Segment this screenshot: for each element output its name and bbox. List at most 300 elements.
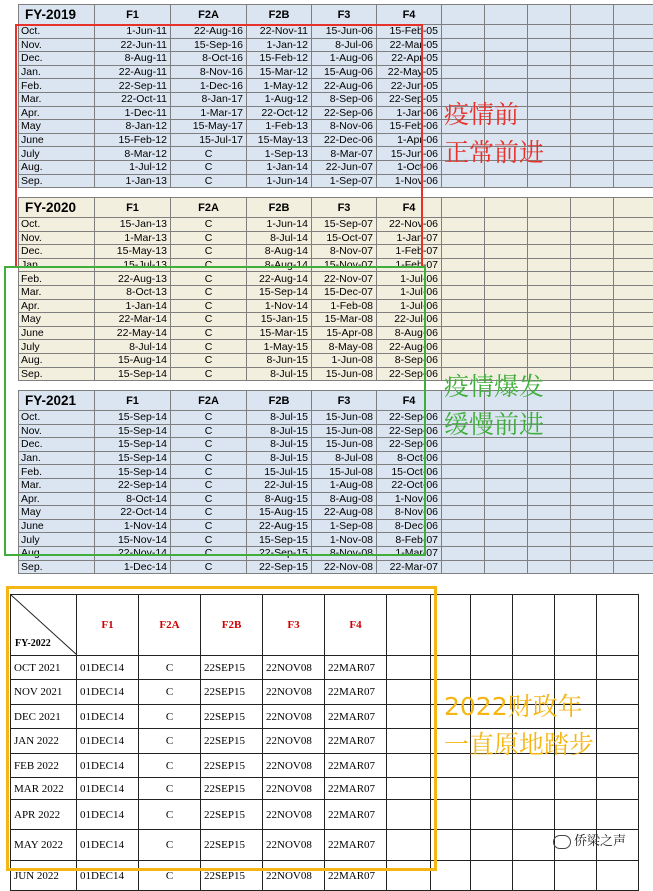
empty-cell — [442, 519, 485, 533]
empty-cell — [571, 65, 614, 79]
empty-cell — [471, 778, 513, 800]
month-cell: Feb. — [19, 465, 95, 479]
column-header: F4 — [377, 198, 442, 218]
empty-cell — [571, 198, 614, 218]
empty-cell — [442, 198, 485, 218]
date-cell: 15-Sep-15 — [247, 533, 312, 547]
empty-cell — [528, 65, 571, 79]
date-cell: 15-May-13 — [247, 133, 312, 147]
date-cell: 8-May-08 — [312, 340, 377, 354]
date-cell: 22SEP15 — [201, 729, 263, 754]
column-header: F1 — [95, 391, 171, 411]
date-cell: 15-Jun-08 — [312, 411, 377, 425]
empty-cell — [571, 546, 614, 560]
empty-cell — [571, 313, 614, 327]
empty-cell — [528, 79, 571, 93]
date-cell: 22MAR07 — [325, 800, 387, 830]
empty-cell — [571, 560, 614, 574]
date-cell: 8-Feb-07 — [377, 533, 442, 547]
date-cell: 1-Jan-12 — [247, 38, 312, 52]
empty-cell — [485, 340, 528, 354]
date-cell: 15-Sep-14 — [95, 424, 171, 438]
month-cell: Apr. — [19, 106, 95, 120]
date-cell: 22-May-05 — [377, 65, 442, 79]
date-cell: 15-Dec-07 — [312, 285, 377, 299]
month-cell: OCT 2021 — [11, 656, 77, 680]
date-cell: 8-Aug-14 — [247, 258, 312, 272]
date-cell: 22-Sep-15 — [247, 560, 312, 574]
empty-cell — [614, 411, 653, 425]
date-cell: C — [171, 519, 247, 533]
date-cell: 8-Sep-06 — [377, 353, 442, 367]
watermark-text: 侨梁之声 — [574, 834, 626, 849]
date-cell: 22NOV08 — [263, 861, 325, 891]
date-cell: 8-Nov-06 — [377, 506, 442, 520]
date-cell: 22-Oct-06 — [377, 478, 442, 492]
empty-cell — [614, 198, 653, 218]
date-cell: 15-May-17 — [171, 120, 247, 134]
month-cell: Sep. — [19, 560, 95, 574]
empty-cell — [597, 705, 639, 729]
empty-cell — [485, 506, 528, 520]
date-cell: 15-Jul-17 — [171, 133, 247, 147]
date-cell: 22SEP15 — [201, 830, 263, 861]
date-cell: 15-Sep-07 — [312, 218, 377, 232]
date-cell: 15-Nov-14 — [95, 533, 171, 547]
empty-cell — [614, 451, 653, 465]
empty-cell — [571, 133, 614, 147]
date-cell: 22-Sep-15 — [247, 546, 312, 560]
date-cell: 8-Jul-15 — [247, 438, 312, 452]
date-cell: 1-Feb-07 — [377, 258, 442, 272]
date-cell: 1-Jun-14 — [247, 174, 312, 188]
fiscal-year-label: FY-2020 — [19, 198, 95, 218]
date-cell: 15-Feb-06 — [377, 120, 442, 134]
empty-cell — [442, 285, 485, 299]
empty-cell — [528, 506, 571, 520]
date-cell: 1-Dec-16 — [171, 79, 247, 93]
date-cell: 22MAR07 — [325, 754, 387, 778]
date-cell: 15-Jun-06 — [377, 147, 442, 161]
date-cell: 1-Mar-17 — [171, 106, 247, 120]
empty-cell — [513, 778, 555, 800]
month-cell: July — [19, 340, 95, 354]
empty-cell — [571, 478, 614, 492]
month-cell: Sep. — [19, 367, 95, 381]
empty-cell — [571, 147, 614, 161]
month-cell: Mar. — [19, 285, 95, 299]
date-cell: C — [171, 340, 247, 354]
date-cell: 22-Nov-11 — [247, 25, 312, 39]
date-cell: 22-Sep-06 — [377, 367, 442, 381]
empty-cell — [485, 218, 528, 232]
empty-cell — [485, 353, 528, 367]
empty-cell — [614, 147, 653, 161]
empty-cell — [442, 546, 485, 560]
empty-cell — [614, 478, 653, 492]
month-cell: May — [19, 313, 95, 327]
empty-cell — [528, 245, 571, 259]
empty-cell — [528, 546, 571, 560]
date-cell: 8-Jul-14 — [247, 231, 312, 245]
date-cell: C — [139, 830, 201, 861]
date-cell: 22SEP15 — [201, 861, 263, 891]
date-cell: 22-Sep-06 — [377, 424, 442, 438]
empty-cell — [614, 560, 653, 574]
yellow-annotation-line2: 一直原地踏步 — [444, 726, 594, 764]
date-cell: 15-Sep-14 — [95, 411, 171, 425]
date-cell: 22MAR07 — [325, 729, 387, 754]
date-cell: 22-Sep-05 — [377, 92, 442, 106]
empty-cell — [442, 218, 485, 232]
month-cell: Mar. — [19, 478, 95, 492]
date-cell: C — [171, 313, 247, 327]
empty-cell — [614, 120, 653, 134]
empty-cell — [442, 245, 485, 259]
date-cell: C — [139, 705, 201, 729]
empty-cell — [442, 340, 485, 354]
empty-cell — [485, 25, 528, 39]
date-cell: 15-Mar-08 — [312, 313, 377, 327]
month-cell: JAN 2022 — [11, 729, 77, 754]
date-cell: 22NOV08 — [263, 800, 325, 830]
date-cell: 01DEC14 — [77, 830, 139, 861]
date-cell: 22-Sep-11 — [95, 79, 171, 93]
wechat-icon — [553, 835, 571, 849]
date-cell: 22MAR07 — [325, 830, 387, 861]
date-cell: 1-Dec-11 — [95, 106, 171, 120]
empty-cell — [528, 492, 571, 506]
date-cell: 8-Aug-14 — [247, 245, 312, 259]
date-cell: 8-Oct-14 — [95, 492, 171, 506]
month-cell: JUN 2022 — [11, 861, 77, 891]
month-cell: June — [19, 133, 95, 147]
empty-cell — [614, 546, 653, 560]
date-cell: 8-Jul-15 — [247, 451, 312, 465]
date-cell: 8-Jul-15 — [247, 424, 312, 438]
date-cell: 22-Dec-06 — [312, 133, 377, 147]
date-cell: 1-Nov-08 — [312, 533, 377, 547]
date-cell: 22-Nov-08 — [312, 560, 377, 574]
date-cell: 8-Nov-16 — [171, 65, 247, 79]
empty-cell — [485, 313, 528, 327]
date-cell: 01DEC14 — [77, 861, 139, 891]
date-cell: 1-Sep-07 — [312, 174, 377, 188]
header-row — [19, 5, 653, 25]
date-cell: 1-Jun-08 — [312, 353, 377, 367]
month-cell: NOV 2021 — [11, 680, 77, 705]
date-cell: C — [171, 326, 247, 340]
date-cell: 22NOV08 — [263, 729, 325, 754]
date-cell: C — [139, 729, 201, 754]
column-header: F2A — [171, 5, 247, 25]
date-cell: 22NOV08 — [263, 830, 325, 861]
empty-cell — [614, 465, 653, 479]
empty-cell — [485, 451, 528, 465]
date-cell: 15-Aug-15 — [247, 506, 312, 520]
date-cell: 1-Mar-07 — [377, 546, 442, 560]
empty-cell — [614, 326, 653, 340]
empty-cell — [597, 861, 639, 891]
empty-cell — [571, 340, 614, 354]
date-cell: 22-Sep-06 — [312, 106, 377, 120]
date-cell: 15-Mar-15 — [247, 326, 312, 340]
date-cell: 8-Aug-15 — [247, 492, 312, 506]
column-header: F3 — [263, 595, 325, 656]
date-cell: 22-Oct-12 — [247, 106, 312, 120]
empty-cell — [528, 218, 571, 232]
month-cell: MAR 2022 — [11, 778, 77, 800]
empty-cell — [485, 299, 528, 313]
date-cell: 8-Jul-15 — [247, 367, 312, 381]
month-cell: June — [19, 519, 95, 533]
empty-cell — [442, 52, 485, 66]
date-cell: C — [171, 451, 247, 465]
date-cell: 22-Mar-14 — [95, 313, 171, 327]
empty-cell — [513, 800, 555, 830]
empty-cell — [442, 353, 485, 367]
empty-cell — [513, 595, 555, 656]
empty-cell — [528, 258, 571, 272]
month-cell: MAY 2022 — [11, 830, 77, 861]
date-cell: C — [171, 411, 247, 425]
pre-pandemic-box — [15, 24, 423, 268]
empty-cell — [442, 258, 485, 272]
empty-cell — [614, 5, 653, 25]
date-cell: C — [171, 478, 247, 492]
month-cell: Oct. — [19, 411, 95, 425]
date-cell: C — [171, 174, 247, 188]
empty-cell — [555, 656, 597, 680]
empty-cell — [528, 465, 571, 479]
empty-cell — [528, 198, 571, 218]
date-cell: 22-Nov-06 — [377, 218, 442, 232]
date-cell: 1-Jan-14 — [95, 299, 171, 313]
date-cell: 22-Sep-06 — [377, 411, 442, 425]
month-cell: July — [19, 533, 95, 547]
empty-cell — [528, 326, 571, 340]
empty-cell — [471, 861, 513, 891]
date-cell: C — [139, 754, 201, 778]
date-cell: 22-Aug-08 — [312, 506, 377, 520]
date-cell: 8-Nov-07 — [312, 245, 377, 259]
date-cell: 1-Mar-13 — [95, 231, 171, 245]
date-cell: 15-Sep-16 — [171, 38, 247, 52]
date-cell: 15-Oct-06 — [377, 465, 442, 479]
date-cell: 8-Jul-08 — [312, 451, 377, 465]
date-cell: 15-Apr-08 — [312, 326, 377, 340]
date-cell: 15-Jan-15 — [247, 313, 312, 327]
empty-cell — [571, 231, 614, 245]
empty-cell — [528, 299, 571, 313]
empty-cell — [471, 800, 513, 830]
date-cell: C — [171, 506, 247, 520]
empty-cell — [614, 272, 653, 286]
column-header: F2B — [201, 595, 263, 656]
date-cell: 22SEP15 — [201, 705, 263, 729]
date-cell: 22-Aug-11 — [95, 65, 171, 79]
date-cell: 22SEP15 — [201, 754, 263, 778]
empty-cell — [471, 830, 513, 861]
empty-cell — [571, 38, 614, 52]
date-cell: 15-Feb-12 — [247, 52, 312, 66]
empty-cell — [485, 245, 528, 259]
date-cell: 15-Sep-14 — [95, 451, 171, 465]
date-cell: C — [171, 533, 247, 547]
empty-cell — [571, 451, 614, 465]
date-cell: 15-Jan-13 — [95, 218, 171, 232]
watermark — [553, 830, 626, 849]
date-cell: 1-Aug-08 — [312, 478, 377, 492]
empty-cell — [528, 560, 571, 574]
column-header: F2A — [139, 595, 201, 656]
empty-cell — [614, 65, 653, 79]
date-cell: 22NOV08 — [263, 656, 325, 680]
empty-cell — [571, 438, 614, 452]
column-header: F2A — [171, 198, 247, 218]
empty-cell — [442, 533, 485, 547]
date-cell: 1-Jun-14 — [247, 218, 312, 232]
date-cell: 1-Nov-14 — [95, 519, 171, 533]
empty-cell — [571, 92, 614, 106]
date-cell: C — [171, 160, 247, 174]
empty-cell — [485, 231, 528, 245]
date-cell: 15-Oct-07 — [312, 231, 377, 245]
column-header: F3 — [312, 198, 377, 218]
column-header: F4 — [377, 391, 442, 411]
date-cell: 1-May-12 — [247, 79, 312, 93]
date-cell: 8-Sep-06 — [312, 92, 377, 106]
date-cell: 22-Nov-14 — [95, 546, 171, 560]
empty-cell — [485, 533, 528, 547]
date-cell: 1-Jul-06 — [377, 299, 442, 313]
date-cell: 22MAR07 — [325, 861, 387, 891]
date-cell: 15-Jun-06 — [312, 25, 377, 39]
date-cell: 15-Aug-06 — [312, 65, 377, 79]
date-cell: 22SEP15 — [201, 800, 263, 830]
date-cell: 1-Nov-06 — [377, 174, 442, 188]
empty-cell — [555, 595, 597, 656]
empty-cell — [528, 451, 571, 465]
empty-cell — [528, 231, 571, 245]
yellow-annotation-line1: 2022财政年 — [444, 688, 594, 726]
date-cell: C — [139, 778, 201, 800]
column-header: F3 — [312, 5, 377, 25]
empty-cell — [614, 299, 653, 313]
month-cell: DEC 2021 — [11, 705, 77, 729]
empty-cell — [528, 353, 571, 367]
empty-cell — [571, 272, 614, 286]
date-cell: 22-Jun-11 — [95, 38, 171, 52]
month-cell: Dec. — [19, 245, 95, 259]
date-cell: C — [171, 465, 247, 479]
date-cell: 8-Mar-12 — [95, 147, 171, 161]
empty-cell — [571, 411, 614, 425]
empty-cell — [442, 451, 485, 465]
date-cell: C — [139, 656, 201, 680]
empty-cell — [485, 492, 528, 506]
date-cell: 8-Oct-16 — [171, 52, 247, 66]
month-cell: Apr. — [19, 492, 95, 506]
fiscal-year-label: FY-2019 — [19, 5, 95, 25]
empty-cell — [442, 174, 485, 188]
date-cell: 15-Sep-14 — [247, 285, 312, 299]
date-cell: 1-Nov-14 — [247, 299, 312, 313]
empty-cell — [597, 595, 639, 656]
date-cell: 1-Jan-13 — [95, 174, 171, 188]
month-cell: July — [19, 147, 95, 161]
month-cell: Dec. — [19, 438, 95, 452]
empty-cell — [571, 326, 614, 340]
date-cell: C — [171, 367, 247, 381]
empty-cell — [597, 800, 639, 830]
empty-cell — [485, 285, 528, 299]
empty-cell — [485, 258, 528, 272]
empty-cell — [614, 340, 653, 354]
fiscal-year-label: FY-2021 — [19, 391, 95, 411]
date-cell: 8-Jan-17 — [171, 92, 247, 106]
date-cell: 22-Aug-15 — [247, 519, 312, 533]
empty-cell — [571, 533, 614, 547]
empty-cell — [571, 120, 614, 134]
date-cell: 1-Oct-06 — [377, 160, 442, 174]
month-cell: Nov. — [19, 231, 95, 245]
empty-cell — [442, 560, 485, 574]
empty-cell — [571, 218, 614, 232]
date-cell: 22MAR07 — [325, 778, 387, 800]
empty-cell — [614, 533, 653, 547]
empty-cell — [485, 198, 528, 218]
month-cell: Jan. — [19, 451, 95, 465]
empty-cell — [571, 79, 614, 93]
empty-cell — [513, 861, 555, 891]
date-cell: 1-Feb-07 — [377, 245, 442, 259]
date-cell: 22-Oct-11 — [95, 92, 171, 106]
date-cell: C — [139, 680, 201, 705]
empty-cell — [597, 680, 639, 705]
date-cell: C — [171, 299, 247, 313]
month-cell: May — [19, 506, 95, 520]
empty-cell — [471, 595, 513, 656]
empty-cell — [614, 160, 653, 174]
red-annotation-line2: 正常前进 — [444, 134, 544, 172]
empty-cell — [513, 656, 555, 680]
date-cell: 22SEP15 — [201, 680, 263, 705]
date-cell: 15-Aug-14 — [95, 353, 171, 367]
date-cell: 01DEC14 — [77, 778, 139, 800]
month-cell: Sep. — [19, 174, 95, 188]
date-cell: 15-Jun-08 — [312, 367, 377, 381]
date-cell: 22SEP15 — [201, 656, 263, 680]
date-cell: 8-Jan-12 — [95, 120, 171, 134]
empty-cell — [442, 231, 485, 245]
empty-cell — [614, 38, 653, 52]
date-cell: 1-Jan-14 — [247, 160, 312, 174]
empty-cell — [528, 519, 571, 533]
empty-cell — [442, 326, 485, 340]
empty-cell — [614, 25, 653, 39]
date-cell: 22-Sep-06 — [377, 438, 442, 452]
empty-cell — [485, 38, 528, 52]
empty-cell — [571, 465, 614, 479]
date-cell: 1-Feb-08 — [312, 299, 377, 313]
empty-cell — [485, 478, 528, 492]
empty-cell — [571, 391, 614, 411]
date-cell: 22MAR07 — [325, 705, 387, 729]
month-cell: Mar. — [19, 92, 95, 106]
date-cell: 15-Jul-08 — [312, 465, 377, 479]
empty-cell — [571, 245, 614, 259]
